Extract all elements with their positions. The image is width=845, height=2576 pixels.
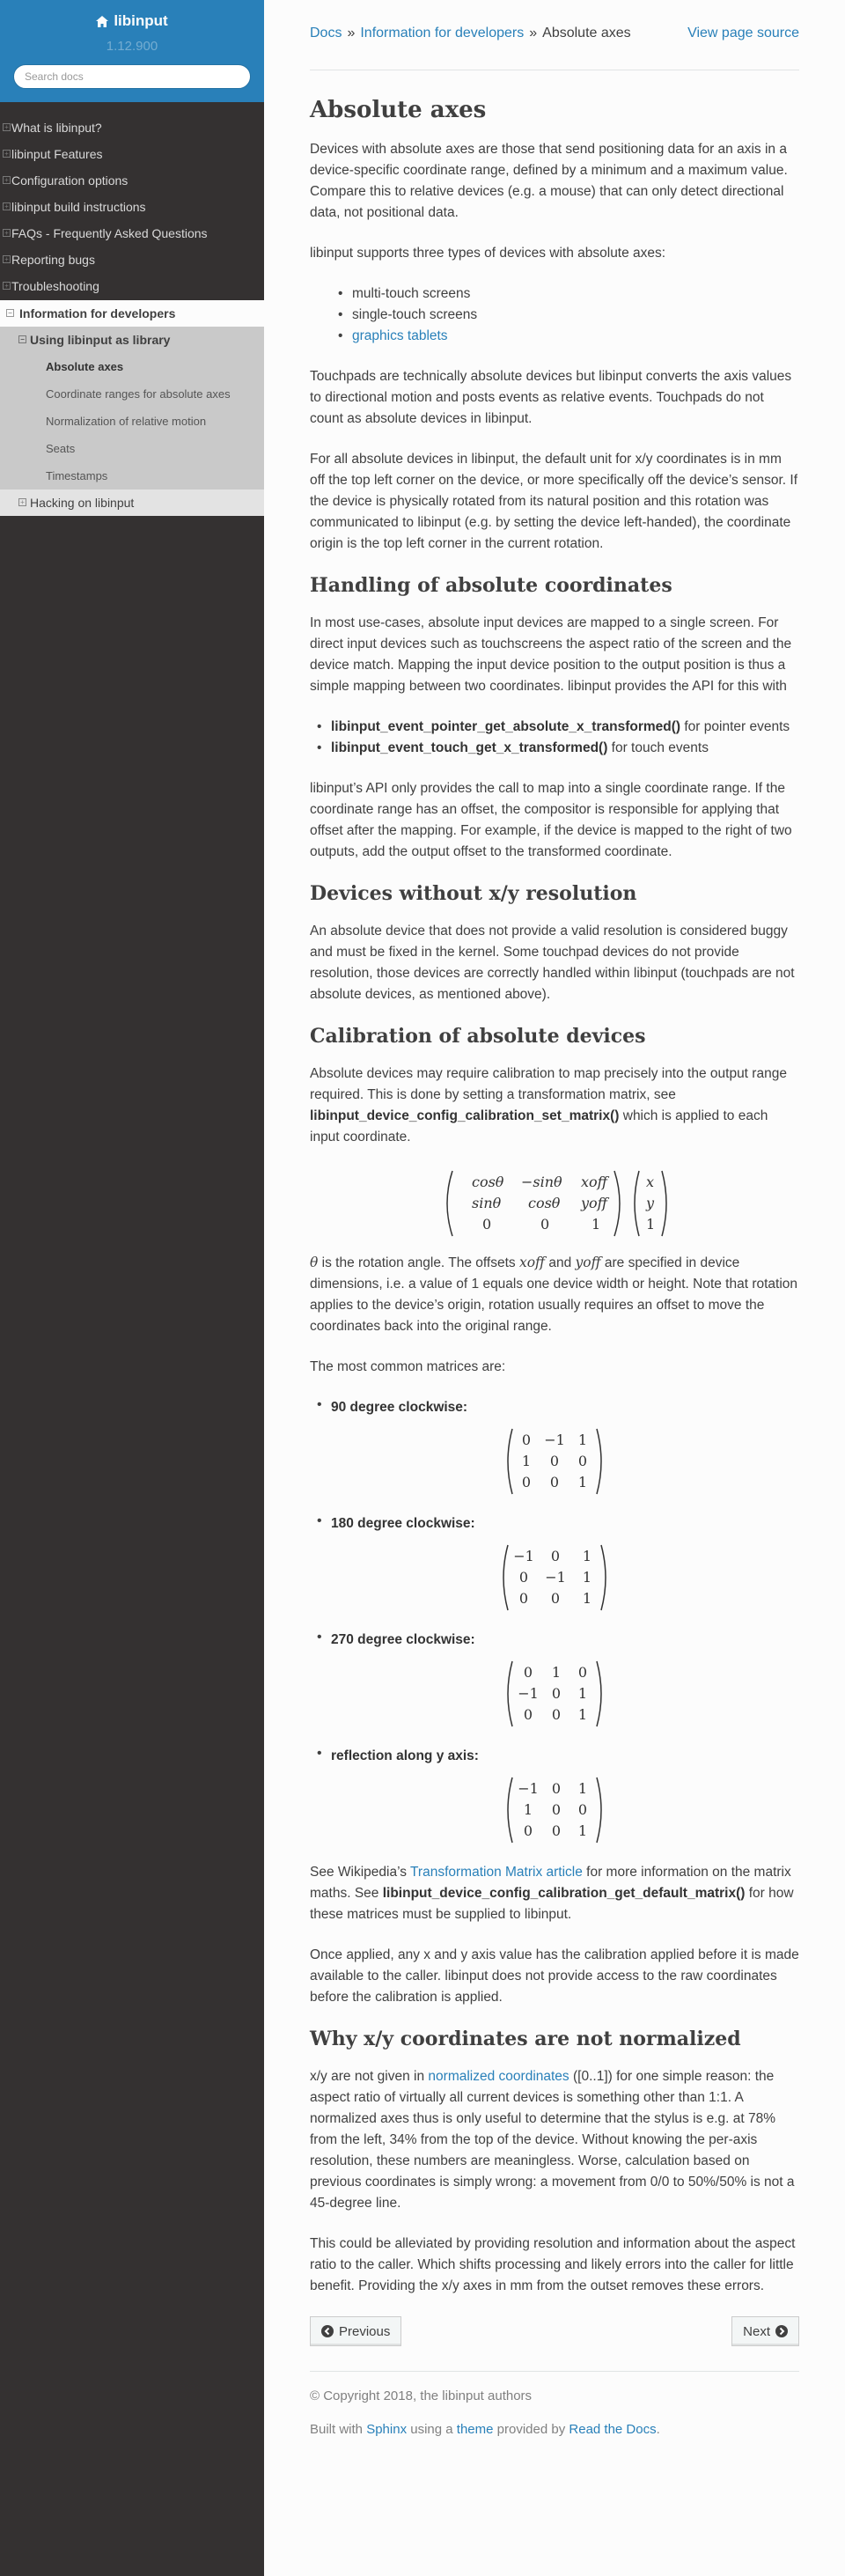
list-item: • single-touch screens	[352, 305, 799, 326]
sidebar-item-label: Configuration options	[11, 173, 129, 188]
next-label: Next	[743, 2323, 770, 2339]
sidebar-item-hacking[interactable]	[0, 489, 264, 516]
arrow-right-circle-icon	[775, 2325, 788, 2337]
applied-paragraph: Once applied, any x and y axis value has the calibration applied before it is made available to the caller. libinput does not provide access to the raw coordinates before the calibration is applied.	[310, 1947, 799, 2005]
matrix-cell: cosθ	[528, 1195, 561, 1211]
matrix-cell: 0	[540, 1216, 550, 1233]
matrix-cell: sinθ	[472, 1195, 502, 1211]
common-matrices-intro: The most common matrices are:	[310, 1359, 506, 1374]
matrix-cell: −1	[513, 1548, 534, 1564]
wikipedia-paragraph	[310, 1862, 799, 1925]
transformation-matrix-link[interactable]: Transformation Matrix article	[410, 1865, 583, 1880]
copyright: © Copyright 2018, the libinput authors	[310, 2388, 533, 2403]
matrix-cell: 1	[577, 1780, 588, 1797]
matrix-cell: 1	[551, 1664, 562, 1681]
sidebar-item-build[interactable]	[0, 194, 264, 220]
matrix-wrapper	[310, 1542, 799, 1614]
matrix-cell: −1	[518, 1780, 539, 1797]
api-function-name: libinput_device_config_calibration_get_default_matrix()	[382, 1886, 746, 1901]
sidebar-subnav	[0, 327, 264, 489]
text-span: provided by	[493, 2422, 569, 2437]
normalized-coordinates-link[interactable]: normalized coordinates	[428, 2069, 569, 2084]
matrix-cell: 0	[577, 1664, 588, 1681]
footer	[310, 2388, 799, 2439]
text-span: .	[656, 2422, 660, 2437]
expand-icon[interactable]: +	[3, 202, 11, 210]
matrix-cell: 0	[550, 1548, 561, 1564]
list-item	[331, 1630, 799, 1730]
sphinx-link[interactable]: Sphinx	[366, 2422, 408, 2437]
expand-icon[interactable]: +	[3, 282, 11, 290]
sidebar-nav	[0, 114, 264, 516]
breadcrumb	[310, 0, 799, 70]
next-button[interactable]	[731, 2316, 799, 2346]
matrix-90	[502, 1425, 607, 1498]
text-span: for how these matrices must be supplied to libinput.	[310, 1886, 794, 1922]
view-source-link[interactable]: View page source	[687, 26, 799, 40]
matrix-list	[331, 1397, 799, 1846]
list-item	[331, 738, 799, 759]
vector-cell: y	[646, 1195, 655, 1211]
expand-icon[interactable]: +	[18, 498, 26, 506]
list-item	[331, 1746, 799, 1846]
text-span: are specified in device dimensions, i.e. a value of 1 equals one device width or height. Note that rotation applies to the device’s origin, rotation usually requires an offset to move the coordinates back into the original range.	[310, 1255, 798, 1334]
sidebar-item-features[interactable]	[0, 141, 264, 167]
brand-name: libinput	[114, 12, 168, 29]
sidebar-item-label: FAQs - Frequently Asked Questions	[11, 226, 208, 240]
rotation-paragraph	[310, 1252, 799, 1337]
sidebar-header	[0, 0, 264, 102]
api-function-name: libinput_event_touch_get_x_transformed()	[331, 740, 608, 755]
breadcrumb-separator: »	[347, 26, 356, 40]
api-description: for touch events	[607, 740, 709, 755]
matrix-cell: 1	[577, 1432, 588, 1448]
matrix-cell: 0	[551, 1801, 562, 1818]
matrix-title: • 180 degree clockwise:	[331, 1516, 475, 1531]
expand-icon[interactable]: +	[3, 150, 11, 158]
section-heading-no-resolution: Devices without x/y resolution	[310, 882, 637, 905]
text-span: See Wikipedia’s	[310, 1865, 411, 1880]
vector-cell: 1	[646, 1216, 656, 1233]
pagination	[310, 2316, 799, 2346]
expand-icon[interactable]: +	[3, 123, 11, 131]
calibration-matrix	[440, 1167, 669, 1240]
math-symbol: yoff	[575, 1255, 601, 1270]
text-span: and	[545, 1255, 576, 1270]
sidebar-item-configuration[interactable]	[0, 167, 264, 194]
api-list	[331, 717, 799, 759]
matrix-cell: 0	[523, 1822, 533, 1839]
previous-label: Previous	[339, 2323, 391, 2339]
matrix-wrapper	[310, 1658, 799, 1730]
matrix-cell: 0	[551, 1706, 562, 1723]
sidebar-item-normalization[interactable]: Normalization of relative motion	[46, 415, 207, 428]
matrix-180	[497, 1542, 612, 1614]
sidebar	[0, 0, 264, 2576]
matrix-title: • 270 degree clockwise:	[331, 1632, 475, 1647]
sidebar-item-developers[interactable]	[0, 300, 264, 327]
matrix-cell: 1	[592, 1216, 601, 1233]
sidebar-item-label: Reporting bugs	[11, 253, 95, 267]
touchpads-paragraph: Touchpads are technically absolute devices but libinput converts the axis values to directional motion and posts events as relative events. Touchpads do not count as absolute devices in libinput.	[310, 369, 792, 426]
footer-divider	[310, 2371, 799, 2372]
api-description: for pointer events	[680, 719, 790, 734]
device-types-intro: libinput supports three types of devices with absolute axes:	[310, 246, 666, 261]
matrix-cell: 1	[577, 1822, 588, 1839]
list-item	[331, 717, 799, 738]
home-icon	[96, 16, 108, 27]
matrix-cell: 0	[549, 1474, 560, 1490]
text-span: is the rotation angle. The offsets	[318, 1255, 519, 1270]
sidebar-item-using-libinput[interactable]	[0, 327, 264, 353]
sidebar-item-reporting-bugs[interactable]	[0, 247, 264, 273]
matrix-cell: 0	[577, 1453, 588, 1469]
sidebar-item-label: What is libinput?	[11, 121, 102, 135]
expand-icon[interactable]: +	[3, 255, 11, 263]
sidebar-item-what-is-libinput[interactable]	[0, 114, 264, 141]
matrix-wrapper	[310, 1774, 799, 1846]
section-heading-calibration: Calibration of absolute devices	[310, 1025, 646, 1048]
breadcrumb-developers-link[interactable]: Information for developers	[360, 26, 525, 40]
matrix-cell: cosθ	[472, 1174, 504, 1190]
matrix-cell: 0	[521, 1432, 532, 1448]
main-content	[310, 0, 799, 2439]
list-item	[352, 326, 799, 347]
text-span: Absolute devices may require calibration to map precisely into the output range required. This is done by setting a transformation matrix, see	[310, 1066, 787, 1102]
sidebar-item-troubleshooting[interactable]	[0, 273, 264, 299]
matrix-wrapper	[310, 1425, 799, 1498]
breadcrumb-docs-link[interactable]: Docs	[310, 26, 342, 40]
matrix-cell: 0	[523, 1706, 533, 1723]
read-the-docs-link[interactable]: Read the Docs	[569, 2422, 657, 2437]
matrix-reflection	[502, 1774, 607, 1846]
collapse-icon[interactable]: −	[18, 335, 26, 343]
matrix-cell: 1	[577, 1474, 588, 1490]
api-function-name: libinput_device_config_calibration_set_matrix()	[310, 1108, 620, 1123]
sidebar-item-label: Hacking on libinput	[30, 496, 135, 510]
no-resolution-paragraph: An absolute device that does not provide a valid resolution is considered buggy and must be fixed in the kernel. Some touchpad devices do not provide resolution, those devices are correctly handled within libinput (touchpads are not absolute devices, as mentioned above).	[310, 924, 795, 1002]
vector-cell: x	[646, 1174, 655, 1190]
expand-icon[interactable]: +	[3, 176, 11, 184]
matrix-cell: 0	[523, 1664, 533, 1681]
handling-paragraph: In most use-cases, absolute input devices are mapped to a single screen. For direct input devices such as touchscreens the aspect ratio of the screen and the device match. Mapping the input device position to the output position is thus a simple mapping between two coordinates. libinput provides the API for this with	[310, 615, 792, 694]
matrix-cell: 0	[551, 1822, 562, 1839]
built-with	[310, 2421, 799, 2439]
matrix-cell: 1	[577, 1706, 588, 1723]
sidebar-item-faqs[interactable]	[0, 220, 264, 247]
matrix-title: • reflection along y axis:	[331, 1748, 479, 1763]
matrix-cell: 0	[577, 1801, 588, 1818]
section-heading-handling: Handling of absolute coordinates	[310, 574, 672, 597]
matrix-270	[502, 1658, 607, 1730]
matrix-cell: 0	[521, 1474, 532, 1490]
api-function-name: libinput_event_pointer_get_absolute_x_transformed()	[331, 719, 681, 734]
text-span: which is applied to each input coordinate.	[310, 1108, 768, 1144]
text-span: ([0..1]) for one simple reason: the aspect ratio of virtually all current devices is something other than 1:1. A normalized axes thus is only useful to determine that the stylus is e.g. at 78% from the left, 34% from the top of the device. Without knowing the per-axis resolution, these numbers are meaningless. Worse, calculation based on previous coordinates is simply wrong: a movement from 0/0 to 50%/50% is not a 45-degree line.	[310, 2069, 795, 2211]
math-symbol: θ	[310, 1255, 319, 1270]
search-input[interactable]	[13, 64, 251, 89]
sidebar-item-label: libinput build instructions	[11, 200, 146, 214]
sidebar-item-label: Using libinput as library	[30, 333, 171, 347]
matrix-cell: 0	[550, 1590, 561, 1607]
calibration-equation	[310, 1167, 799, 1240]
matrix-cell: −1	[545, 1569, 566, 1586]
matrix-cell: 0	[518, 1569, 529, 1586]
calibration-paragraph	[310, 1064, 799, 1148]
arrow-left-circle-icon	[321, 2325, 334, 2337]
matrix-cell: 0	[482, 1216, 492, 1233]
list-item	[331, 1397, 799, 1498]
sidebar-item-label: Information for developers	[19, 306, 176, 320]
text-span: x/y are not given in	[310, 2069, 429, 2084]
list-item: • multi-touch screens	[352, 283, 799, 305]
offset-paragraph: libinput’s API only provides the call to map into a single coordinate range. If the coordinate range has an offset, the compositor is responsible for applying that offset after the mapping. For example, if the device is mapped to the right of two outputs, add the output offset to the transformed coordinate.	[310, 781, 792, 859]
matrix-cell: yoff	[581, 1195, 608, 1211]
intro-paragraph: Devices with absolute axes are those that send positioning data for an axis in a device-specific coordinate range, defined by a minimum and a maximum value. Compare this to relative devices (e.g. a mouse) that can only detect directional data, not positional data.	[310, 142, 788, 220]
matrix-cell: 0	[518, 1590, 529, 1607]
matrix-cell: 1	[577, 1685, 588, 1702]
matrix-cell: 0	[551, 1780, 562, 1797]
matrix-cell: −1	[518, 1685, 539, 1702]
sidebar-item-label: Troubleshooting	[11, 279, 99, 293]
matrix-title: • 90 degree clockwise:	[331, 1400, 468, 1415]
matrix-cell: −sinθ	[521, 1174, 562, 1190]
matrix-cell: 1	[523, 1801, 533, 1818]
breadcrumb-current: Absolute axes	[542, 26, 631, 40]
matrix-cell: −1	[544, 1432, 565, 1448]
matrix-cell: 1	[582, 1569, 592, 1586]
matrix-cell: 0	[549, 1453, 560, 1469]
graphics-tablets-link[interactable]: graphics tablets	[352, 328, 448, 343]
units-paragraph: For all absolute devices in libinput, the default unit for x/y coordinates is in mm off the top left corner on the device, or more specifically off the device’s sensor. If the device is physically rotated from its natural position and this rotation was communicated to libinput (e.g. by setting the device left-handed), the coordinate origin is the top left corner in the current rotation.	[310, 452, 797, 551]
breadcrumb-separator: »	[529, 26, 538, 40]
sidebar-item-label: libinput Features	[11, 147, 103, 161]
theme-link[interactable]: theme	[456, 2422, 494, 2437]
text-span: for more information on the matrix maths. See	[310, 1865, 791, 1901]
brand-link[interactable]	[96, 12, 167, 30]
list-item	[331, 1513, 799, 1614]
page-title: Absolute axes	[310, 97, 487, 123]
sidebar-item-coordinate-ranges[interactable]: Coordinate ranges for absolute axes	[46, 387, 231, 401]
sidebar-item-timestamps[interactable]: Timestamps	[46, 469, 108, 482]
alleviate-paragraph: This could be alleviated by providing resolution and information about the aspect ratio to the caller. Which shifts processing and likely errors into the caller for little benefit. Providing the x/y axes in mm from the outset removes these errors.	[310, 2236, 796, 2293]
matrix-cell: 1	[582, 1548, 592, 1564]
text-span: Built with	[310, 2422, 367, 2437]
section-heading-normalized: Why x/y coordinates are not normalized	[310, 2028, 741, 2050]
sidebar-item-absolute-axes[interactable]: Absolute axes	[46, 360, 124, 373]
expand-icon[interactable]: +	[3, 229, 11, 237]
sidebar-item-seats[interactable]: Seats	[46, 442, 76, 455]
collapse-icon[interactable]: −	[6, 309, 14, 317]
device-types-list	[352, 283, 799, 347]
normalized-paragraph	[310, 2066, 799, 2214]
matrix-cell: 0	[551, 1685, 562, 1702]
matrix-cell: xoff	[581, 1174, 607, 1190]
matrix-cell: 1	[582, 1590, 592, 1607]
version-label: 1.12.900	[106, 38, 158, 54]
previous-button[interactable]	[310, 2316, 401, 2346]
text-span: using a	[407, 2422, 457, 2437]
matrix-cell: 1	[521, 1453, 532, 1469]
math-symbol: xoff	[518, 1255, 546, 1270]
